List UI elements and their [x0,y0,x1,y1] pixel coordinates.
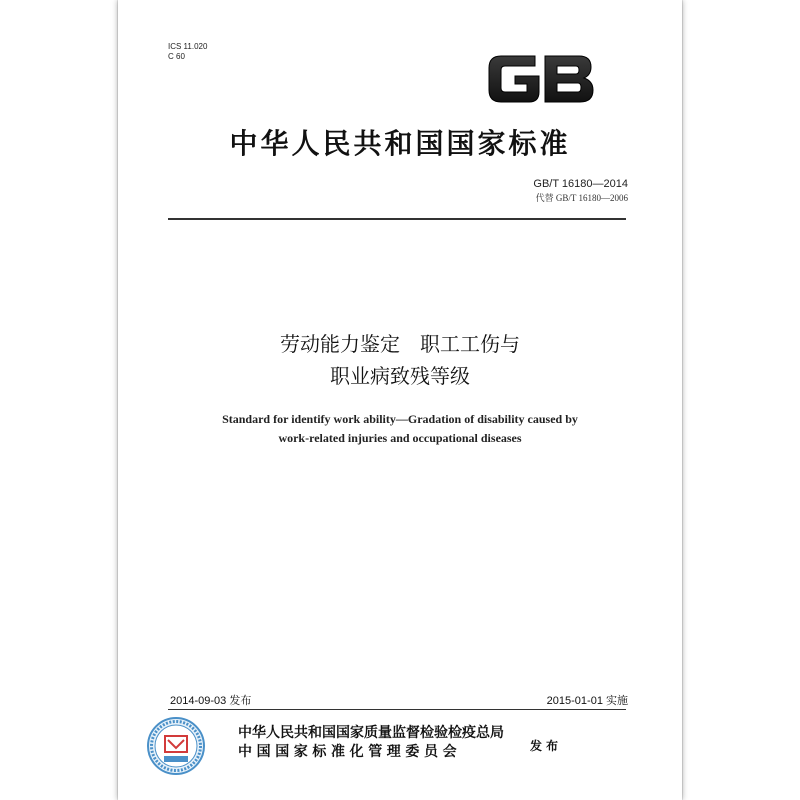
issuer-aqsiq: 中华人民共和国国家质量监督检验检疫总局 [238,725,504,741]
gb-logo [483,46,598,111]
header-divider [168,218,626,220]
national-standard-title: 中华人民共和国国家标准 [229,127,571,160]
chinese-title [118,328,682,392]
chinese-title-line2: 职业病致残等级 [330,364,470,388]
standard-code: GB/T 16180—2014 [533,178,628,190]
english-title-line2: work-related injuries and occupational diseases [278,431,522,445]
issue-date: 2014-09-03 发布 [170,695,252,707]
replaces-code: 代替 GB/T 16180—2006 [535,193,628,203]
gb-logo-text: GB [483,46,485,47]
classification-codes [168,42,207,62]
standard-cover-page [118,0,682,800]
standard-code-block [533,178,628,204]
issuing-organizations [238,724,504,762]
english-title [118,410,682,448]
issuer-sac: 中国国家标准化管理委员会 [238,744,462,760]
ics-code: ICS 11.020 [168,42,208,51]
implementation-date: 2015-01-01 实施 [546,695,628,707]
chinese-title-line1: 劳动能力鉴定 职工工伤与 [280,332,520,356]
ccs-code: C 60 [168,52,185,61]
english-title-line1: Standard for identify work ability—Gradation of disability caused by [222,412,578,426]
footer-divider [168,709,626,710]
publish-label: 发布 [530,739,563,753]
standards-seal-icon [146,716,206,776]
